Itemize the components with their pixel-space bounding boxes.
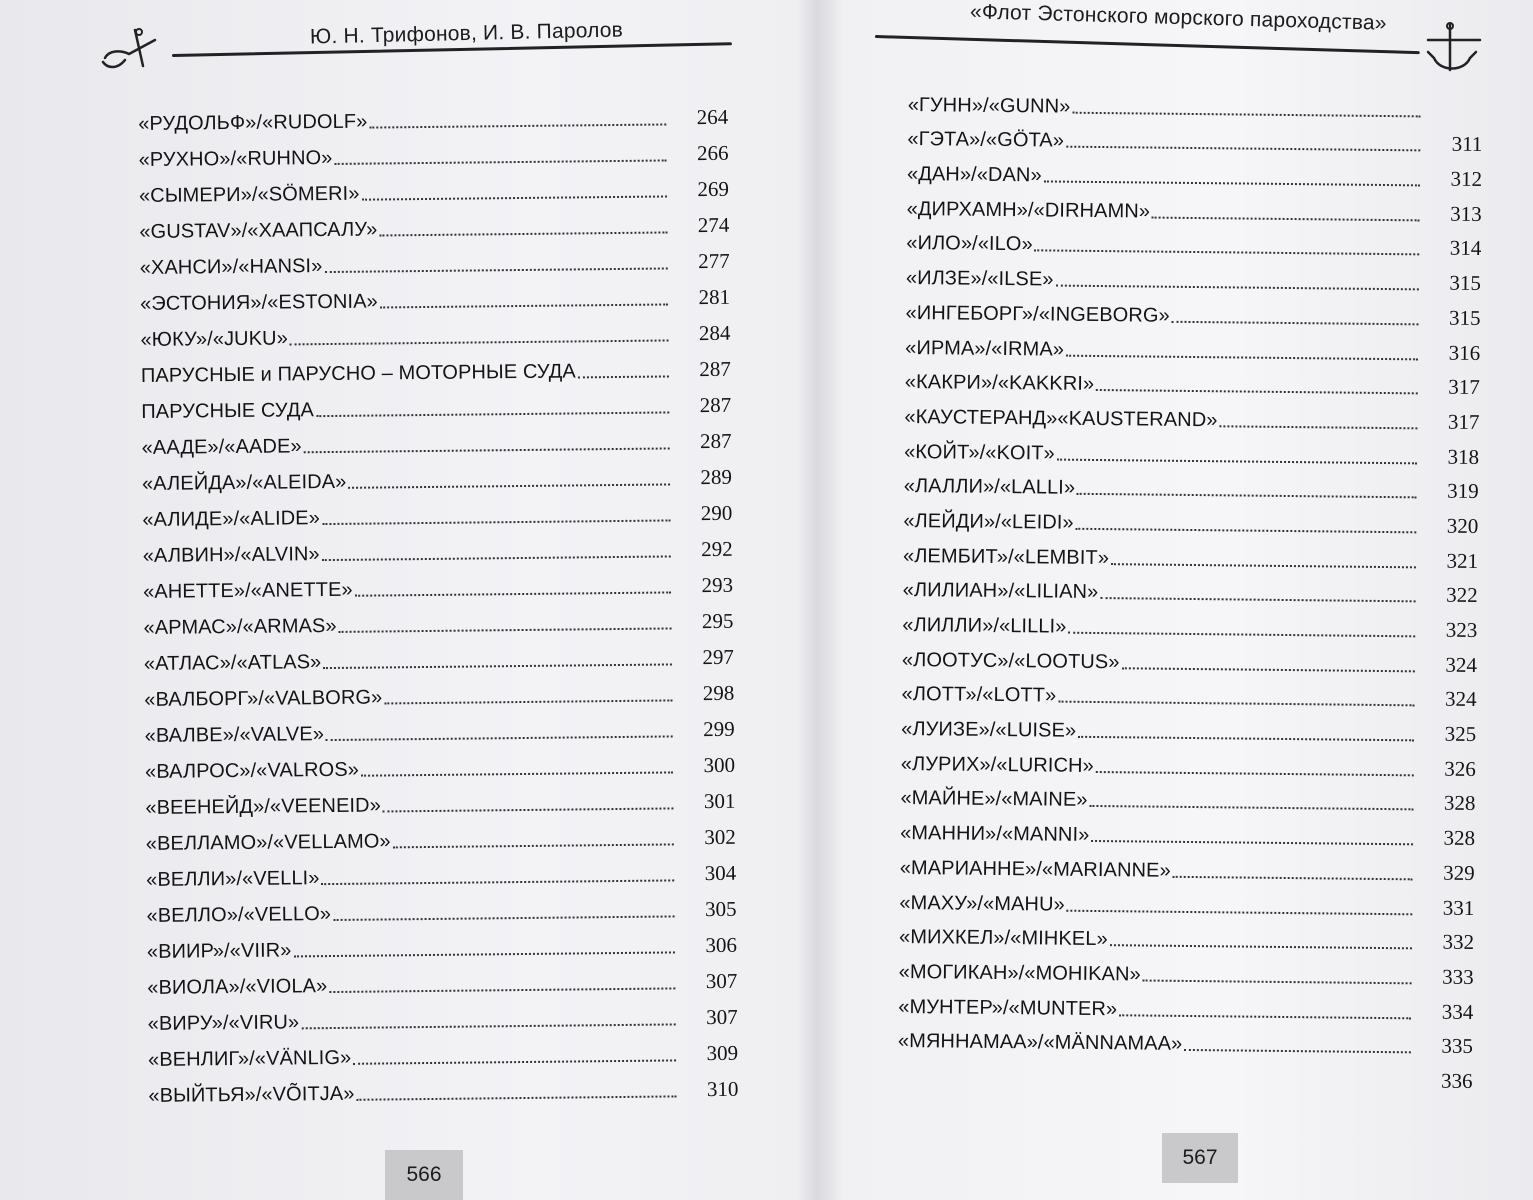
dot-leader bbox=[361, 771, 673, 776]
toc-entry-page: 305 bbox=[704, 896, 737, 922]
toc-entry-title: «АЛЕЙДА»/«ALEIDA» bbox=[141, 470, 347, 495]
dot-leader bbox=[383, 807, 674, 812]
toc-entry bbox=[141, 382, 731, 424]
table-of-contents-left bbox=[138, 94, 739, 1108]
toc-entry bbox=[904, 394, 1479, 435]
toc-entry-title: «ДАН»/«DAN» bbox=[906, 163, 1042, 187]
dot-leader bbox=[1066, 354, 1418, 360]
toc-entry-page: 310 bbox=[706, 1076, 739, 1102]
toc-entry bbox=[146, 850, 736, 892]
toc-entry bbox=[147, 958, 737, 1000]
dot-leader bbox=[322, 879, 675, 885]
toc-entry bbox=[907, 117, 1482, 158]
toc-entry-page: 297 bbox=[702, 644, 734, 670]
toc-entry bbox=[899, 914, 1474, 955]
toc-entry-title: «АЛВИН»/«ALVIN» bbox=[142, 543, 320, 567]
toc-entry-title: «ВИИР»/«VIIR» bbox=[146, 939, 292, 963]
toc-entry bbox=[141, 346, 731, 388]
toc-entry bbox=[143, 562, 733, 604]
toc-entry bbox=[903, 533, 1478, 574]
toc-entry-title: «МОГИКАН»/«MOHIKAN» bbox=[898, 960, 1141, 986]
toc-entry-page: 323 bbox=[1445, 617, 1478, 642]
dot-leader bbox=[1172, 321, 1419, 326]
toc-entry bbox=[148, 1066, 738, 1108]
dot-leader bbox=[322, 555, 671, 561]
toc-entry bbox=[901, 672, 1476, 713]
dot-leader bbox=[1058, 701, 1414, 707]
toc-entry bbox=[907, 186, 1482, 227]
toc-entry-page: 289 bbox=[700, 464, 733, 490]
dot-leader bbox=[290, 339, 669, 345]
toc-entry-page: 318 bbox=[1447, 444, 1480, 469]
toc-entry-page: 306 bbox=[705, 932, 738, 958]
header-rule bbox=[875, 35, 1420, 54]
toc-entry-title: «ЛУИЗЕ»/«LUISE» bbox=[901, 718, 1077, 742]
toc-entry-page: 264 bbox=[696, 104, 729, 130]
toc-entry bbox=[148, 1030, 738, 1072]
toc-entry bbox=[900, 776, 1475, 817]
toc-entry-title: ПАРУСНЫЕ СУДА bbox=[141, 399, 314, 423]
dot-leader bbox=[324, 267, 667, 273]
toc-entry-page: 317 bbox=[1447, 409, 1480, 434]
toc-entry-title: «ВАЛРОС»/«VALROS» bbox=[144, 758, 360, 783]
toc-entry-title: «ВЕНЛИГ»/«VÄNLIG» bbox=[147, 1046, 352, 1071]
dot-leader bbox=[1121, 667, 1414, 672]
toc-entry-page: 334 bbox=[1441, 999, 1474, 1024]
toc-entry-title: «ИЛЗЕ»/«ILSE» bbox=[905, 267, 1054, 291]
toc-entry bbox=[144, 670, 734, 712]
toc-entry-page: 301 bbox=[703, 788, 736, 814]
table-of-contents-right bbox=[897, 82, 1483, 1094]
toc-entry-page: 316 bbox=[1448, 340, 1481, 365]
toc-entry-page: 287 bbox=[699, 392, 732, 418]
dot-leader bbox=[1096, 771, 1414, 776]
toc-entry-title: «ЭСТОНИЯ»/«ESTONIA» bbox=[140, 290, 378, 315]
toc-entry-page: 319 bbox=[1447, 478, 1479, 504]
toc-entry-page: 293 bbox=[701, 572, 734, 598]
dot-leader bbox=[329, 987, 675, 993]
page-number: 566 bbox=[385, 1150, 463, 1200]
dot-leader bbox=[1056, 285, 1419, 291]
toc-entry bbox=[145, 742, 735, 784]
toc-entry-title: «МАЙНЕ»/«MAINE» bbox=[900, 787, 1088, 812]
dot-leader bbox=[1057, 458, 1417, 464]
toc-entry bbox=[144, 706, 734, 748]
toc-entry-title: «КАУСТЕРАНД»«KAUSTERAND» bbox=[904, 405, 1218, 432]
anchor-icon bbox=[1420, 18, 1490, 78]
page-number: 567 bbox=[1162, 1133, 1238, 1183]
toc-entry-page: 309 bbox=[706, 1040, 739, 1066]
dot-leader bbox=[316, 411, 669, 417]
toc-entry-title: «ИРМА»/«IRMA» bbox=[905, 336, 1065, 361]
dot-leader bbox=[362, 195, 667, 200]
toc-entry-title: «АТЛАС»/«ATLAS» bbox=[143, 651, 322, 675]
toc-entry-page: 277 bbox=[698, 248, 730, 274]
toc-entry-page: 290 bbox=[700, 500, 733, 526]
toc-entry bbox=[901, 706, 1476, 747]
toc-entry-title: «МУНТЕР»/«MUNTER» bbox=[898, 995, 1118, 1020]
dot-leader bbox=[1035, 250, 1420, 256]
toc-entry-page: 298 bbox=[702, 680, 735, 706]
toc-entry-title: «СЫМЕРИ»/«SÖMERI» bbox=[138, 182, 360, 207]
toc-entry bbox=[144, 634, 734, 676]
right-page bbox=[820, 0, 1533, 1200]
toc-entry bbox=[145, 778, 735, 820]
toc-entry bbox=[899, 880, 1474, 921]
toc-entry bbox=[905, 359, 1480, 400]
toc-entry-title: «МАРИАННЕ»/«MARIANNE» bbox=[899, 856, 1171, 882]
toc-entry-page: 332 bbox=[1442, 929, 1475, 955]
dot-leader bbox=[326, 735, 673, 741]
toc-entry bbox=[146, 814, 736, 856]
toc-entry-title: «ЛИЛИАН»/«LILIAN» bbox=[902, 579, 1099, 604]
toc-entry-title: «АНЕТТЕ»/«ANETTE» bbox=[143, 578, 353, 603]
anchor-icon bbox=[95, 20, 165, 80]
toc-entry-page: 307 bbox=[705, 968, 738, 994]
toc-entry-page: 324 bbox=[1444, 687, 1477, 712]
toc-entry bbox=[141, 418, 731, 460]
toc-entry-title: «ВЕЛЛИ»/«VELLI» bbox=[146, 867, 320, 891]
toc-entry bbox=[903, 568, 1478, 609]
toc-entry-page: 331 bbox=[1442, 895, 1475, 920]
toc-entry-page: 313 bbox=[1450, 201, 1482, 226]
toc-entry-page: 317 bbox=[1448, 374, 1480, 400]
dot-leader bbox=[1173, 876, 1413, 881]
dot-leader bbox=[1068, 632, 1415, 638]
toc-entry-title: «ЛАЛЛИ»/«LALLI» bbox=[903, 475, 1076, 500]
toc-entry bbox=[900, 845, 1475, 886]
toc-entry-page: 336 bbox=[1440, 1068, 1473, 1093]
toc-entry bbox=[138, 130, 728, 172]
toc-entry-title: «МЯННАМАА»/«MÄNNAMAA» bbox=[897, 1030, 1183, 1056]
toc-entry-page: 322 bbox=[1446, 582, 1478, 608]
dot-leader bbox=[357, 1095, 677, 1100]
dot-leader bbox=[393, 843, 674, 848]
toc-entry bbox=[897, 1053, 1472, 1094]
dot-leader bbox=[1078, 736, 1414, 742]
toc-entry-page: 311 bbox=[1451, 132, 1483, 157]
toc-entry bbox=[147, 922, 737, 964]
toc-entry-title: «ИЛО»/«ILO» bbox=[906, 232, 1033, 256]
toc-entry bbox=[904, 464, 1479, 505]
toc-entry-page: 320 bbox=[1446, 513, 1479, 538]
toc-entry-page: 287 bbox=[699, 356, 731, 382]
dot-leader bbox=[380, 231, 668, 236]
toc-entry-title: «РУДОЛЬФ»/«RUDOLF» bbox=[138, 110, 368, 135]
dot-leader bbox=[1089, 805, 1413, 810]
toc-entry-title: «GUSTAV»/«ХААПСАЛУ» bbox=[139, 218, 378, 243]
toc-entry-page: 266 bbox=[696, 140, 729, 166]
toc-entry bbox=[906, 255, 1481, 296]
toc-entry bbox=[898, 1019, 1473, 1060]
toc-entry-title: «ГУНН»/«GUNN» bbox=[907, 93, 1071, 118]
toc-entry-page: 321 bbox=[1446, 548, 1479, 573]
toc-entry-page: 300 bbox=[703, 752, 736, 778]
toc-entry-page: 299 bbox=[702, 716, 735, 742]
toc-entry-title: ПАРУСНЫЕ и ПАРУСНО – МОТОРНЫЕ СУДА bbox=[140, 360, 576, 387]
dot-leader bbox=[333, 915, 674, 921]
dot-leader bbox=[1184, 1049, 1411, 1053]
toc-entry-title: «ГЭТА»/«GÖTA» bbox=[907, 128, 1065, 153]
dot-leader bbox=[578, 375, 669, 378]
toc-entry bbox=[903, 498, 1478, 539]
toc-entry bbox=[904, 429, 1479, 470]
toc-entry bbox=[906, 221, 1481, 262]
toc-entry-title: «ААДЕ»/«AADE» bbox=[141, 435, 302, 459]
dot-leader bbox=[1219, 425, 1417, 429]
dot-leader bbox=[294, 951, 675, 957]
toc-entry bbox=[905, 325, 1480, 366]
toc-entry bbox=[902, 637, 1477, 678]
toc-entry bbox=[902, 602, 1477, 643]
dot-leader bbox=[1100, 597, 1415, 602]
toc-entry-page: 269 bbox=[697, 176, 730, 202]
toc-entry-page: 292 bbox=[701, 536, 733, 562]
toc-entry-page: 312 bbox=[1450, 166, 1483, 192]
running-head-authors: Ю. Н. Трифонов, И. В. Паролов bbox=[309, 18, 624, 49]
toc-entry-page: 326 bbox=[1444, 756, 1476, 781]
dot-leader bbox=[1111, 563, 1416, 568]
toc-entry-page: 295 bbox=[701, 608, 734, 634]
dot-leader bbox=[1091, 840, 1413, 845]
dot-leader bbox=[1096, 389, 1418, 394]
toc-entry-page: 324 bbox=[1445, 652, 1478, 677]
dot-leader bbox=[1119, 1014, 1411, 1019]
toc-entry-page: 307 bbox=[706, 1004, 738, 1030]
toc-entry-page: 287 bbox=[699, 428, 732, 454]
toc-entry-title: «ЮКУ»/«JUKU» bbox=[140, 327, 288, 351]
toc-entry-page: 304 bbox=[704, 860, 737, 886]
toc-entry-page: 315 bbox=[1449, 270, 1482, 296]
toc-entry-title: «КАКРИ»/«KAKKRI» bbox=[904, 371, 1095, 396]
toc-entry bbox=[143, 598, 733, 640]
toc-entry bbox=[138, 94, 728, 136]
toc-entry-page: 325 bbox=[1444, 721, 1477, 747]
toc-entry-title: «ВАЛБОРГ»/«VALBORG» bbox=[144, 686, 383, 711]
dot-leader bbox=[353, 1059, 676, 1064]
toc-entry-title: «ВЕЕНЕЙД»/«VEENEID» bbox=[145, 794, 382, 819]
dot-leader bbox=[380, 303, 668, 308]
toc-entry-title: «ВИРУ»/«VIRU» bbox=[147, 1011, 300, 1035]
toc-entry-title: «ДИРХАМН»/«DIRHAMN» bbox=[906, 197, 1151, 223]
toc-entry bbox=[142, 454, 732, 496]
toc-entry bbox=[142, 490, 732, 532]
dot-leader bbox=[334, 159, 666, 164]
toc-entry-title: «ЛООТУС»/«LOOTUS» bbox=[901, 648, 1120, 673]
dot-leader bbox=[1152, 216, 1420, 221]
toc-entry-title: «ИНГЕБОРГ»/«INGEBORG» bbox=[905, 301, 1170, 327]
toc-entry-page: 335 bbox=[1441, 1033, 1474, 1059]
dot-leader bbox=[1110, 944, 1412, 949]
toc-entry-title: «ВИОЛА»/«VIOLA» bbox=[147, 975, 328, 999]
toc-entry bbox=[139, 166, 729, 208]
toc-entry-title: «АРМАС»/«ARMAS» bbox=[143, 614, 337, 639]
dot-leader bbox=[355, 591, 671, 596]
toc-entry-title: «МАННИ»/«MANNI» bbox=[900, 822, 1090, 847]
dot-leader bbox=[301, 1023, 675, 1029]
toc-entry-title: «ХАНСИ»/«HANSI» bbox=[139, 255, 323, 279]
dot-leader bbox=[322, 519, 670, 525]
dot-leader bbox=[1067, 909, 1413, 915]
toc-entry bbox=[147, 994, 737, 1036]
toc-entry-title: «ВЕЛЛАМО»/«VELLAMO» bbox=[145, 830, 391, 855]
dot-leader bbox=[348, 483, 670, 488]
dot-leader bbox=[304, 447, 670, 453]
dot-leader bbox=[339, 627, 672, 632]
dot-leader bbox=[384, 699, 672, 704]
toc-entry-title: «КОЙТ»/«KOIT» bbox=[904, 440, 1055, 465]
toc-entry-page: 274 bbox=[697, 212, 730, 238]
toc-entry-page: 302 bbox=[704, 824, 736, 850]
toc-entry-title: «ЛУРИХ»/«LURICH» bbox=[900, 752, 1094, 777]
toc-entry-title: «МИХКЕЛ»/«MIHKEL» bbox=[898, 926, 1108, 951]
dot-leader bbox=[323, 663, 672, 669]
toc-entry bbox=[901, 741, 1476, 782]
toc-entry-title: «ЛЕЙДИ»/«LEIDI» bbox=[903, 509, 1074, 534]
toc-entry bbox=[908, 82, 1483, 123]
toc-entry-title: «АЛИДЕ»/«ALIDE» bbox=[142, 507, 321, 531]
dot-leader bbox=[1076, 528, 1417, 534]
toc-entry bbox=[140, 274, 730, 316]
dot-leader bbox=[1143, 979, 1412, 984]
toc-entry bbox=[900, 810, 1475, 851]
toc-entry bbox=[905, 290, 1480, 331]
toc-entry bbox=[140, 310, 730, 352]
toc-entry-page: 328 bbox=[1443, 791, 1476, 816]
toc-entry-page: 314 bbox=[1449, 236, 1482, 261]
toc-entry-title: «ЛИЛЛИ»/«LILLI» bbox=[902, 613, 1067, 638]
dot-leader bbox=[1072, 111, 1420, 117]
toc-entry-title: «МАХУ»/«MAHU» bbox=[899, 891, 1065, 916]
toc-entry bbox=[899, 949, 1474, 990]
toc-entry-page: 329 bbox=[1443, 860, 1475, 885]
toc-entry-page: 284 bbox=[698, 320, 731, 346]
toc-entry-title: «ВЫЙТЬЯ»/«VÕITJA» bbox=[148, 1082, 355, 1107]
toc-entry-page: 333 bbox=[1442, 964, 1474, 989]
toc-entry bbox=[898, 984, 1473, 1025]
dot-leader bbox=[1066, 146, 1420, 152]
toc-entry-title: «ВАЛВЕ»/«VALVE» bbox=[144, 723, 325, 747]
toc-entry bbox=[146, 886, 736, 928]
toc-entry-title: «ВЕЛЛО»/«VELLO» bbox=[146, 903, 332, 927]
dot-leader bbox=[1077, 493, 1417, 499]
toc-entry-page: 328 bbox=[1443, 825, 1476, 851]
toc-entry bbox=[907, 151, 1482, 192]
toc-entry-title: «ЛЕМБИТ»/«LEMBIT» bbox=[902, 544, 1110, 569]
toc-entry-page: 281 bbox=[698, 284, 731, 310]
toc-entry-page: 315 bbox=[1448, 305, 1481, 330]
toc-entry bbox=[140, 238, 730, 280]
dot-leader bbox=[1044, 180, 1420, 186]
running-head-title: «Флот Эстонского морского пароходства» bbox=[969, 0, 1387, 35]
dot-leader bbox=[369, 123, 666, 128]
toc-entry bbox=[143, 526, 733, 568]
toc-entry bbox=[139, 202, 729, 244]
toc-entry-title: «ЛОТТ»/«LOTT» bbox=[901, 683, 1057, 707]
toc-entry-title: «РУХНО»/«RUHNO» bbox=[138, 146, 333, 171]
